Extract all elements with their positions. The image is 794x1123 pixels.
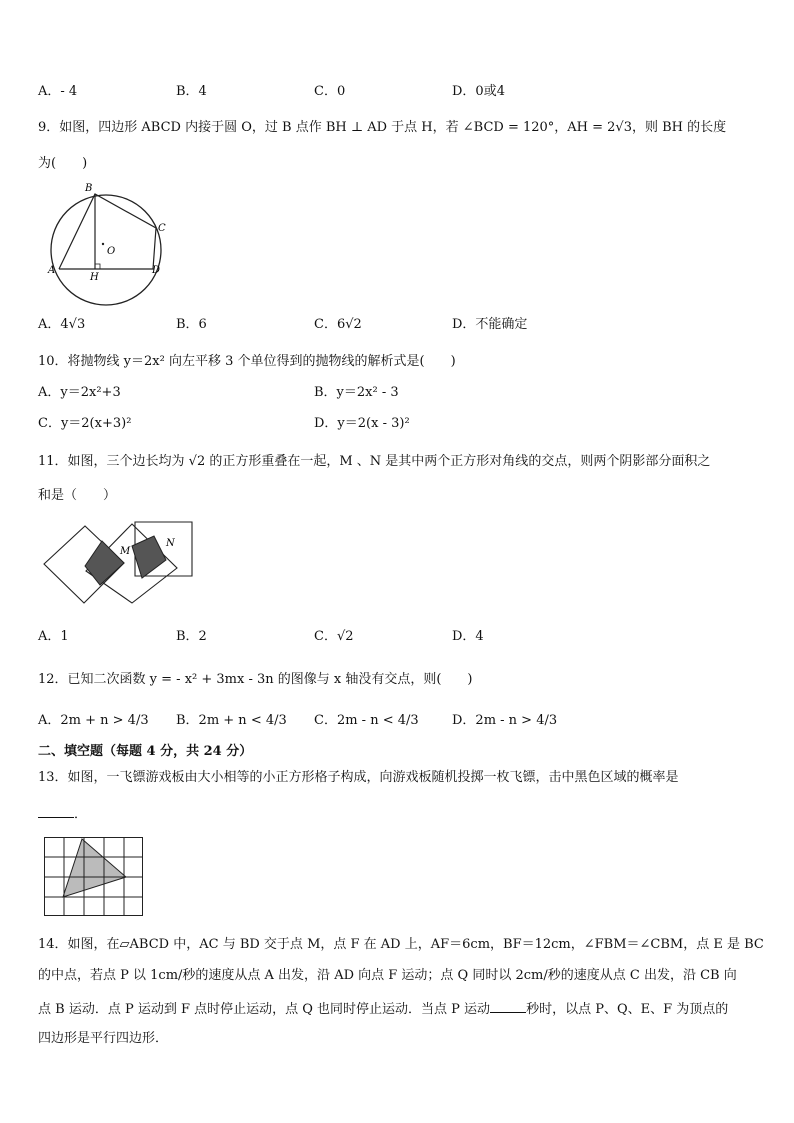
q8-option-a[interactable]: A．- 4 [38, 84, 78, 99]
q9-circle-figure [40, 180, 180, 305]
q14-line4: 四边形是平行四边形． [38, 1031, 169, 1046]
q13-stem-end: ． [74, 807, 88, 822]
q13-answer-line [38, 803, 87, 825]
q14-line3-part1: 点 B 运动．点 P 运动到 F 点时停止运动，点 Q 也同时停止运动．当点 P 运动 [38, 1002, 491, 1017]
q9-label-d: D [152, 265, 161, 276]
q11-option-d[interactable]: D．4 [452, 629, 484, 644]
q11-stem-line1: 11．如图，三个边长均为 √2 的正方形重叠在一起，M 、N 是其中两个正方形对角线的交点，则两个阴影部分面积之 [38, 454, 711, 469]
q14-line1: 14．如图，在▱ABCD 中，AC 与 BD 交于点 M，点 F 在 AD 上，AF＝6cm，BF＝12cm，∠FBM＝∠CBM，点 E 是 BC [38, 937, 764, 952]
q12-option-c[interactable]: C．2m - n < 4/3 [314, 713, 419, 728]
q14-line2: 的中点，若点 P 以 1cm/秒的速度从点 A 出发，沿 AD 向点 F 运动；点 Q 同时以 2cm/秒的速度从点 C 出发，沿 CB 向 [38, 968, 737, 983]
q14-answer-blank[interactable] [490, 998, 526, 1013]
q10-option-a[interactable]: A．y＝2x²+3 [38, 385, 121, 400]
q14-line3 [38, 998, 728, 1020]
q9-stem-line1: 9．如图，四边形 ABCD 内接于圆 O，过 B 点作 BH ⊥ AD 于点 H，若 ∠BCD = 120°，AH = 2√3，则 BH 的长度 [38, 120, 727, 135]
q11-stem-line2: 和是（ ） [38, 488, 117, 503]
q13-answer-blank[interactable] [38, 803, 74, 818]
q9-label-h: H [90, 272, 99, 283]
q14-line3-part2: 秒时，以点 P、Q、E、F 为顶点的 [526, 1002, 729, 1017]
q9-option-d[interactable]: D．不能确定 [452, 317, 528, 332]
q12-option-a[interactable]: A．2m + n > 4/3 [38, 713, 149, 728]
q11-label-m: M [120, 546, 131, 557]
q9-label-a: A [48, 265, 56, 276]
q13-grid-figure [44, 837, 144, 917]
q9-label-o: O [107, 246, 116, 257]
q9-label-c: C [158, 223, 166, 234]
q9-option-c[interactable]: C．6√2 [314, 317, 362, 332]
q8-option-b[interactable]: B．4 [176, 84, 207, 99]
q12-stem: 12．已知二次函数 y = - x² + 3mx - 3n 的图像与 x 轴没有交点，则( ) [38, 672, 473, 687]
q12-option-b[interactable]: B．2m + n < 4/3 [176, 713, 287, 728]
q11-label-n: N [166, 538, 175, 549]
q9-stem-line2: 为( ) [38, 156, 88, 171]
q12-option-d[interactable]: D．2m - n > 4/3 [452, 713, 558, 728]
q11-option-c[interactable]: C．√2 [314, 629, 354, 644]
q10-option-d[interactable]: D．y＝2(x - 3)² [314, 416, 410, 431]
q10-option-b[interactable]: B．y＝2x² - 3 [314, 385, 399, 400]
q11-option-a[interactable]: A．1 [38, 629, 69, 644]
q11-option-b[interactable]: B．2 [176, 629, 207, 644]
q8-option-c[interactable]: C．0 [314, 84, 346, 99]
q9-option-b[interactable]: B．6 [176, 317, 207, 332]
q9-option-a[interactable]: A．4√3 [38, 317, 86, 332]
q11-squares-figure [42, 518, 197, 610]
q10-stem: 10．将抛物线 y＝2x² 向左平移 3 个单位得到的抛物线的解析式是( ) [38, 354, 456, 369]
section-title-fill-in: 二、填空题（每题 4 分，共 24 分） [38, 744, 253, 759]
q13-stem-line1: 13．如图，一飞镖游戏板由大小相等的小正方形格子构成，向游戏板随机投掷一枚飞镖，击中黑色区域的概率是 [38, 770, 679, 785]
q8-option-d[interactable]: D．0或4 [452, 84, 505, 99]
q10-option-c[interactable]: C．y＝2(x+3)² [38, 416, 132, 431]
q9-label-b: B [85, 183, 93, 194]
